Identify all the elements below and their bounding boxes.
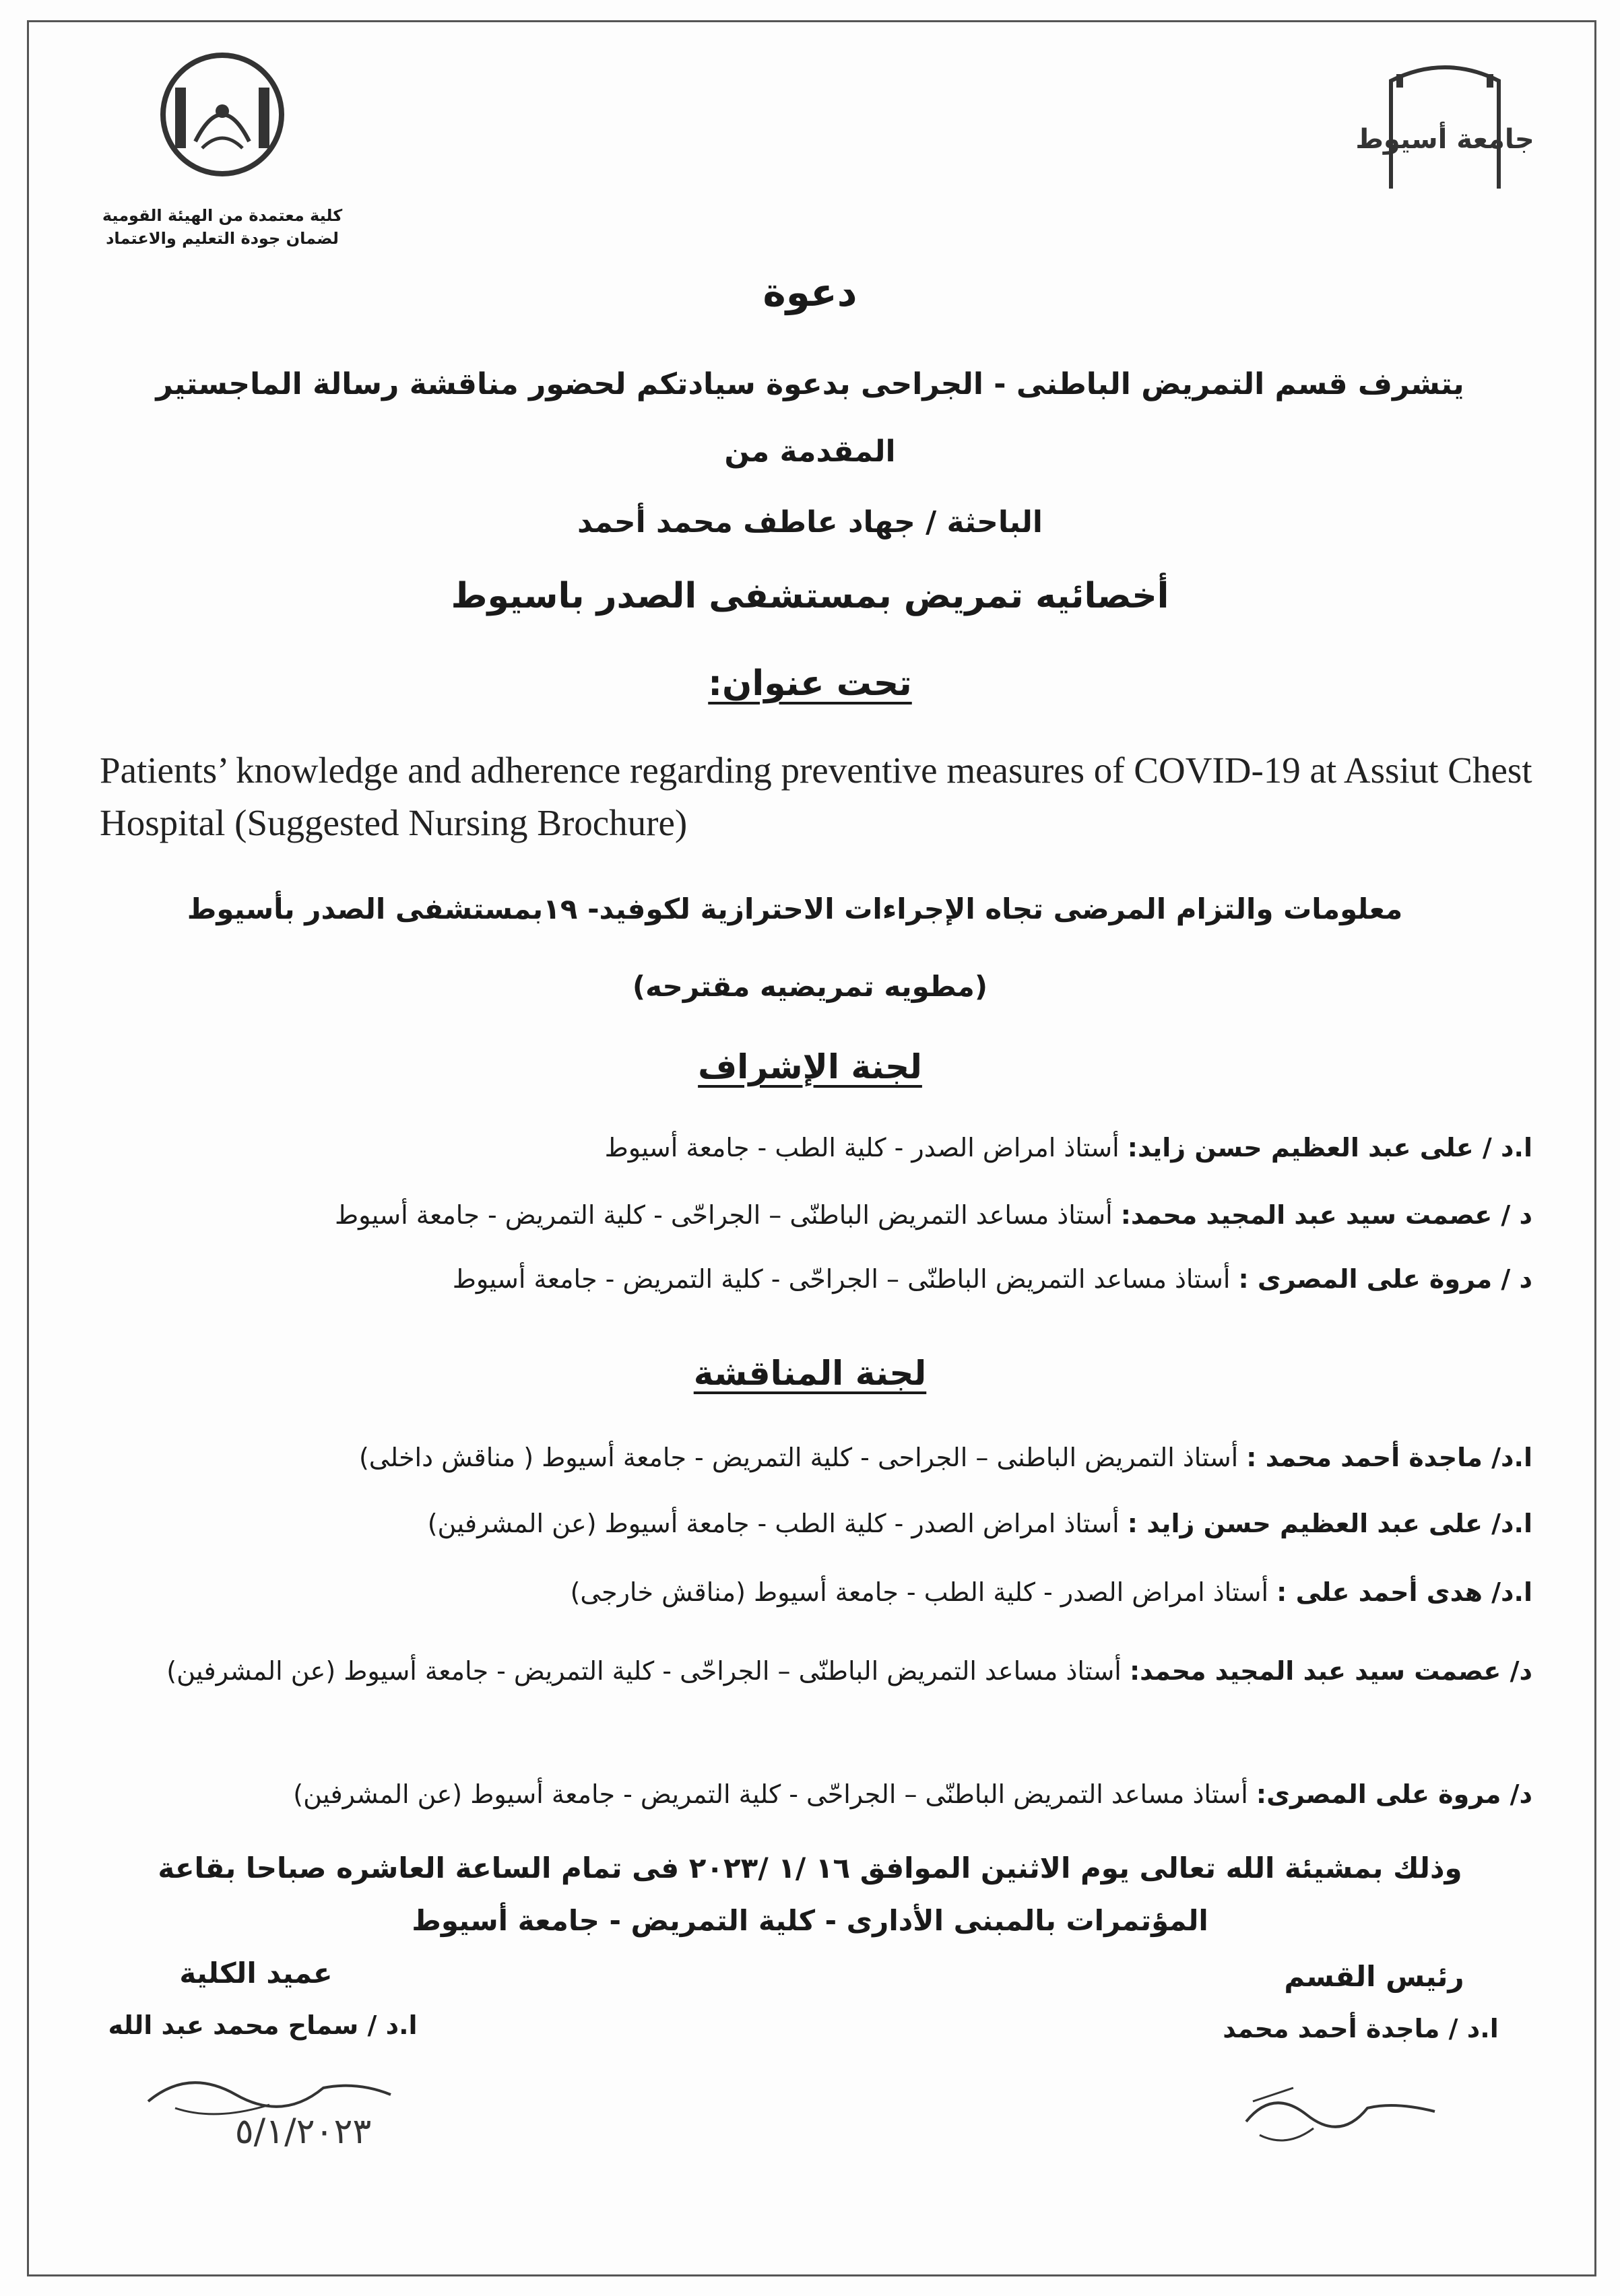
- dean-title: عميد الكلية: [179, 1957, 333, 1990]
- discussion-member: ا.د/ على عبد العظيم حسن زايد : أستاذ امراض الصدر - كلية الطب - جامعة أسيوط (عن المشرفين): [427, 1509, 1532, 1538]
- presented-by: المقدمة من: [724, 434, 896, 469]
- discussion-member: د/ مروة على المصرى: أستاذ مساعد التمريض الباطنّى – الجراحّى - كلية التمريض - جامعة أسيوط (عن المشرفين): [293, 1779, 1532, 1809]
- university-logo-text: جامعة أسيوط: [1355, 124, 1534, 155]
- supervision-heading: لجنة الإشراف: [698, 1047, 922, 1086]
- faculty-accreditation-text: [88, 205, 357, 250]
- discussion-member: ا.د/ هدى أحمد على : أستاذ امراض الصدر - كلية الطب - جامعة أسيوط (مناقش خارجى): [570, 1577, 1532, 1607]
- faculty-logo-block: [88, 47, 357, 250]
- invitation-title: دعوة: [763, 269, 857, 315]
- discussion-member: ا.د/ ماجدة أحمد محمد : أستاذ التمريض الباطنى – الجراحى - كلية التمريض - جامعة أسيوط ( مناقش داخلى): [358, 1443, 1532, 1472]
- handwritten-date: ٥/١/٢٠٢٣: [234, 2111, 372, 2152]
- researcher-name: الباحثة / جهاد عاطف محمد أحمد: [577, 505, 1043, 539]
- discussion-heading: لجنة المناقشة: [693, 1354, 927, 1393]
- faculty-logo-icon: [155, 47, 290, 182]
- thesis-title-arabic: معلومات والتزام المرضى تجاه الإجراءات الاحترازية لكوفيد- ١٩بمستشفى الصدر بأسيوط: [187, 892, 1403, 925]
- under-title-label: تحت عنوان:: [708, 663, 912, 704]
- thesis-title-english: Patients’ knowledge and adherence regarding preventive measures of COVID-19 at Assiut Chest Hospital (Suggested Nursing Brochure): [100, 750, 1532, 844]
- invitation-intro: يتشرف قسم التمريض الباطنى - الجراحى بدعوة سيادتكم لحضور مناقشة رسالة الماجستير: [156, 367, 1464, 401]
- department-head-signature: [1233, 2061, 1448, 2155]
- supervision-member: د / عصمت سيد عبد المجيد محمد: أستاذ مساعد التمريض الباطنّى – الجراحّى - كلية التمريض - جامعة أسيوط: [335, 1200, 1532, 1230]
- closing-line-2: المؤتمرات بالمبنى الأدارى - كلية التمريض - جامعة أسيوط: [412, 1903, 1208, 1937]
- discussion-member: د/ عصمت سيد عبد المجيد محمد: أستاذ مساعد التمريض الباطنّى – الجراحّى - كلية التمريض - جامعة أسيوط (عن المشرفين): [166, 1656, 1532, 1686]
- thesis-title-arabic-sub: (مطويه تمريضيه مقترحه): [632, 970, 988, 1003]
- accreditation-line-1: كلية معتمدة من الهيئة القومية: [102, 206, 343, 225]
- supervision-member: ا.د / على عبد العظيم حسن زايد: أستاذ امراض الصدر - كلية الطب - جامعة أسيوط: [604, 1133, 1532, 1162]
- closing-line-1: وذلك بمشيئة الله تعالى يوم الاثنين الموافق ١٦ /١ /٢٠٢٣ فى تمام الساعة العاشره صباحا بقاعة: [158, 1851, 1462, 1884]
- university-logo-icon: [1355, 54, 1534, 195]
- researcher-job: أخصائيه تمريض بمستشفى الصدر باسيوط: [451, 576, 1169, 616]
- department-head-title: رئيس القسم: [1284, 1960, 1464, 1993]
- supervision-member: د / مروة على المصرى : أستاذ مساعد التمريض الباطنّى – الجراحّى - كلية التمريض - جامعة أسيوط: [452, 1264, 1532, 1294]
- accreditation-line-2: لضمان جودة التعليم والاعتماد: [106, 228, 339, 248]
- closing-text: [121, 1842, 1499, 1946]
- department-head-name: ا.د / ماجدة أحمد محمد: [1223, 2014, 1499, 2043]
- dean-name: ا.د / سماح محمد عبد الله: [108, 2010, 418, 2040]
